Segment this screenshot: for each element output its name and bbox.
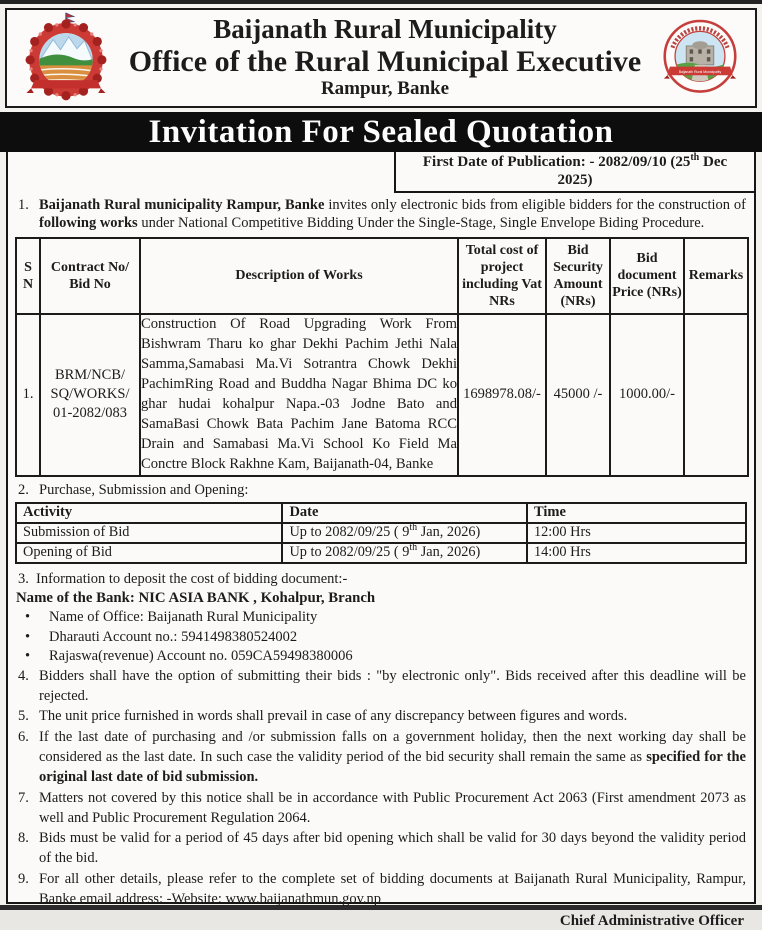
col-total-cost: Total cost of project including Vat NRs [458,238,546,314]
note-number: 7. [18,789,29,806]
schedule-table [15,502,747,564]
cell-time: 12:00 Hrs [527,523,746,543]
bullet-text: Name of Office: Baijanath Rural Municipality [49,609,318,626]
schedule-header-row [16,503,746,523]
note-4 [16,666,746,707]
note-text: The unit price furnished in words shall prevail in case of any discrepancy between figures and words. [39,708,628,725]
cell-bid-doc-price: 1000.00/- [610,314,684,476]
note-5 [16,706,746,726]
signature-title: Chief Administrative Officer [559,913,744,930]
notice-title: Invitation For Sealed Quotation [148,113,614,150]
section2-number: 2. [18,481,29,498]
location: Rampur, Banke [320,78,450,100]
note-number: 8. [18,830,29,847]
municipality-name: Baijanath Rural Municipality [213,14,557,45]
note-8 [16,828,746,869]
publication-date-box [394,152,754,193]
letterhead [5,8,757,108]
note-text: If the last date of purchasing and /or submission falls on a government holiday, then the next working day shall be considered as the last date. In such case the validity period of the bid security shall remain the same as specified for the original last date of bid submission. [39,728,746,786]
cell-sn: 1. [16,314,40,476]
col-description: Description of Works [140,238,458,314]
col-sn: S N [16,238,40,314]
bullet-office-name [23,608,747,627]
note-text: Bids must be valid for a period of 45 days after bid opening which shall be valid for 30 days beyond the validity period of the bid. [39,830,746,867]
municipality-seal-icon [657,15,743,101]
clause-number: 1. [18,197,29,213]
note-6 [16,727,746,788]
intro-text-2: under National Competitive Bidding Under the Single-Stage, Single Envelope Biding Procedure. [137,215,705,232]
publication-date-rest: Dec 2025) [557,154,728,188]
bullet-text: Rajaswa(revenue) Account no. 059CA59498380006 [49,647,353,664]
cell-activity: Submission of Bid [16,523,282,543]
note-number: 9. [18,870,29,887]
schedule-row-opening [16,543,746,563]
schedule-row-submission [16,523,746,543]
col-bid-security: Bid Security Amount (NRs) [546,238,610,314]
works-table [15,237,749,477]
section2-title: Purchase, Submission and Opening: [39,481,249,498]
notice-body [6,152,756,930]
svg-text:Baijanath Rural Municipality: Baijanath Rural Municipality [678,70,722,75]
note-text: For all other details, please refer to the complete set of bidding documents at Baijanath Rural Municipality, Rampur, Banke email address: -Website: www.baijanathmun.gov.np [39,870,746,908]
note-number: 4. [18,667,29,684]
publication-date-ordinal: th [690,152,700,163]
cell-bid-security: 45000 /- [546,314,610,476]
bank-name-line: Name of the Bank: NIC ASIA BANK , Kohalpur, Branch [16,590,376,607]
bullet-text: Dharauti Account no.: 5941498380524002 [49,628,298,645]
col-remarks: Remarks [684,238,748,314]
cell-contract: BRM/NCB/ SQ/WORKS/ 01-2082/083 [40,314,140,476]
cell-remarks [684,314,748,476]
nepal-emblem-icon [19,12,113,104]
cell-date: Up to 2082/09/25 ( 9th Jan, 2026) [282,523,527,543]
intro-text-1: invites only electronic bids from eligible bidders for the construction of [324,197,746,213]
intro-clause [16,196,746,233]
notice-title-banner [0,112,762,152]
publication-date-text: First Date of Publication: - 2082/09/10 (25 [422,154,691,170]
cell-date: Up to 2082/09/25 ( 9th Jan, 2026) [282,543,527,563]
cell-activity: Opening of Bid [16,543,282,563]
col-date: Date [282,503,527,523]
note-number: 6. [18,728,29,745]
bullet-dharauti-account [23,628,747,647]
cell-description: Construction Of Road Upgrading Work From Bishwram Tharu ko ghar Dekhi Pachim Jethi Nala Samma,Samabasi Ma.Vi Sotrantra Chowk Dekhi PachimRing Road and Buddha Nagar Bhima DC ko ghar hudai kohalpur Napa.-03 Jodne Bato and SamaBasi Chowk Bata Pachim Jane Batoma RCC Drain and Samabasi Ma.Vi School Ko Field Ma Conctre Block Rakhne Kam, Baijanath-04, Banke [140,314,458,476]
bullet-icon: • [25,628,31,645]
col-activity: Activity [16,503,282,523]
col-bid-doc-price: Bid document Price (NRs) [610,238,684,314]
cell-time: 14:00 Hrs [527,543,746,563]
works-table-row [16,314,748,476]
section3-heading [16,570,746,589]
col-contract: Contract No/ Bid No [40,238,140,314]
note-text: Bidders shall have the option of submitting their bids : "by electronic only". Bids received after this deadline will be rejected. [39,667,746,705]
municipality-seal-logo [657,15,743,101]
note-9 [16,869,746,910]
note-text: Matters not covered by this notice shall be in accordance with Public Procurement Act 2063 (First amendment 2073 as well and Public Procurement Regulation 2064. [39,789,746,826]
section3-title: Information to deposit the cost of bidding document:- [36,570,348,587]
intro-bold-works: following works [39,215,138,232]
col-time: Time [527,503,746,523]
cell-total-cost: 1698978.08/- [458,314,546,476]
section2-heading [16,481,746,500]
office-name: Office of the Rural Municipal Executive [128,44,642,78]
note-number: 5. [18,708,29,725]
intro-bold-issuer: Baijanath Rural municipality Rampur, Banke [39,197,325,213]
works-table-header-row [16,238,748,314]
nepal-government-emblem-logo [19,12,113,104]
bullet-icon: • [25,647,31,664]
section3-number: 3. [18,570,29,587]
bullet-icon: • [25,609,31,626]
note-7 [16,788,746,829]
bullet-rajaswa-account [23,647,747,666]
intro-text [39,196,746,233]
